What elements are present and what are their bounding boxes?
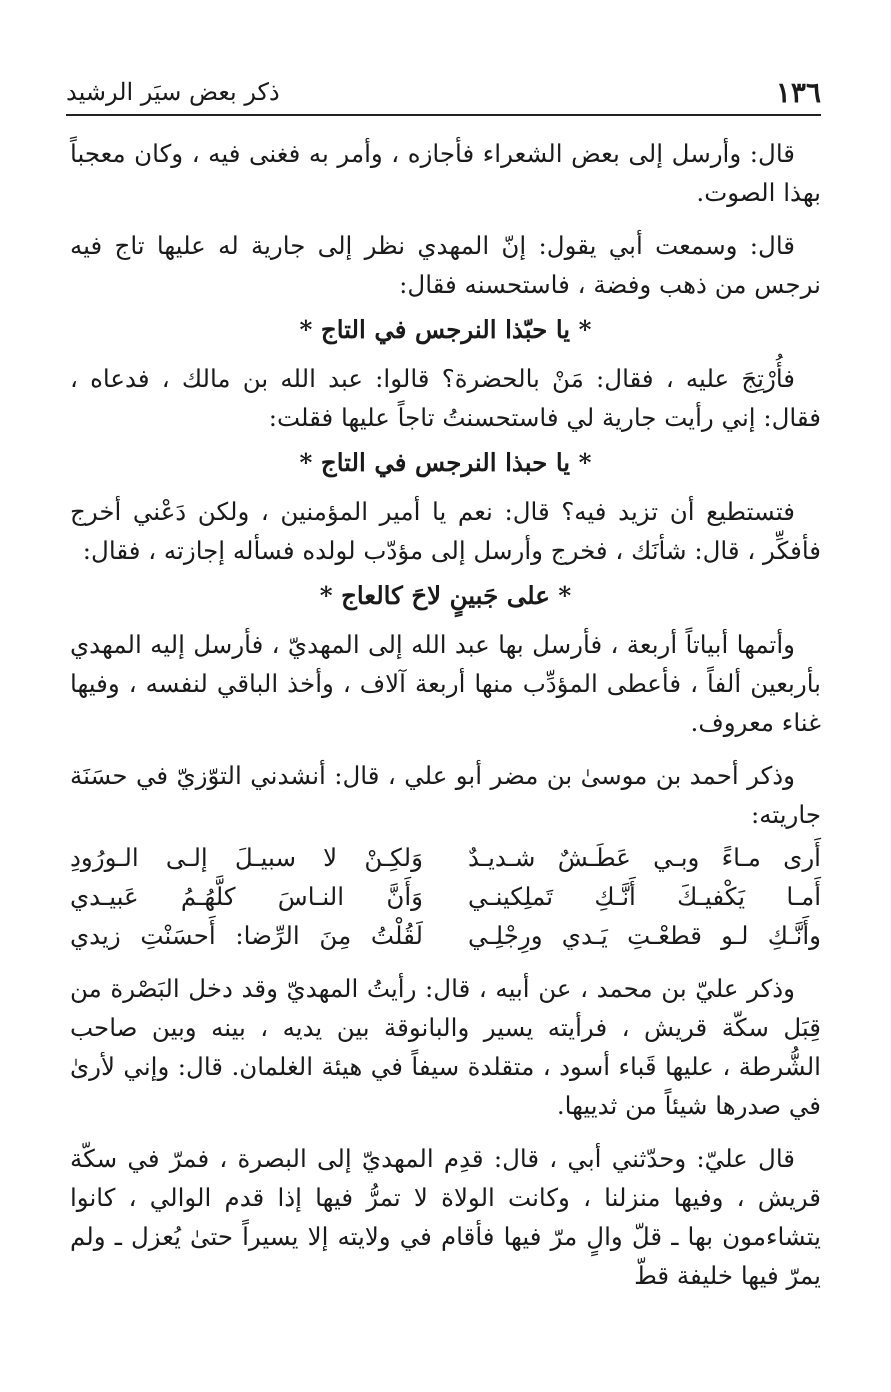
paragraph: قال: وأرسل إلى بعض الشعراء فأجازه ، وأمر به فغنى فيه ، وكان معجباً بهذا الصوت. bbox=[70, 139, 821, 207]
paragraph: وذكر أحمد بن موسىٰ بن مضر أبو علي ، قال: أنشدني التوّزيّ في حسَنَة جاريته: bbox=[70, 761, 821, 829]
poem bbox=[70, 838, 821, 955]
verse-line: * يا حبّذا النرجس في التاج * bbox=[299, 315, 592, 344]
poem-line bbox=[70, 838, 821, 877]
paragraph: وذكر عليّ بن محمد ، عن أبيه ، قال: رأيتُ المهديّ وقد دخل البَصْرة من قِبَل سكّة قريش ، فرأيته يسير والبانوقة بين يديه ، بينه وبين صاحب الشُّرطة ، عليها قَباء أسود ، متقلدة سيفاً في هيئة الغلمان. قال: وإني لأرىٰ في صدرها شيئاً من ثدييها. bbox=[70, 974, 821, 1120]
poem-hemistich-first: أَمـا يَكْفيـكَ أَنَّـكِ تَملِكينـي bbox=[468, 882, 821, 911]
page-header bbox=[66, 70, 821, 116]
paragraph: فتستطيع أن تزيد فيه؟ قال: نعم يا أمير المؤمنين ، ولكن دَعْني أخرج فأفكِّر ، قال: شأنَك ، فخرج وأرسل إلى مؤدّب لولده فسأله إجازته ، فقال: bbox=[70, 497, 821, 565]
poem-hemistich-second: وَأَنَّ النـاسَ كلَّهُـمُ عَبيـدي bbox=[70, 882, 423, 911]
poem-hemistich-second: لَقُلْتُ مِنَ الرِّضا: أَحسَنْتِ زيدي bbox=[70, 921, 423, 950]
poem-hemistich-first: أَرى مـاءً وبـي عَطَـشٌ شـديـدٌ bbox=[468, 843, 821, 872]
paragraph: قال عليّ: وحدّثني أبي ، قال: قدِم المهديّ إلى البصرة ، فمرّ في سكّة قريش ، وفيها منزلنا ، وكانت الولاة لا تمرُّ فيها إذا قدم الوالي ، كانوا يتشاءمون بها ـ قلّ والٍ مرّ فيها فأقام في ولايته إلا يسيراً حتىٰ يُعزل ـ ولم يمرّ فيها خليفة قطّ bbox=[70, 1144, 821, 1290]
paragraph: فأُرْتِجَ عليه ، فقال: مَنْ بالحضرة؟ قالوا: عبد الله بن مالك ، فدعاه ، فقال: إني رأيت جارية لي فاستحسنتُ تاجاً عليها فقلت: bbox=[70, 364, 821, 432]
verse-line: * على جَبينٍ لاحَ كالعاج * bbox=[319, 581, 572, 610]
paragraph: وأتمها أبياتاً أربعة ، فأرسل بها عبد الله إلى المهديّ ، فأرسل إليه المهدي بأربعين ألفاً ، فأعطى المؤدِّب منها أربعة آلاف ، وأخذ الباقي لنفسه ، وفيها غناء معروف. bbox=[70, 630, 821, 737]
poem-hemistich-second: وَلكِـنْ لا سبيـلَ إلـى الـورُودِ bbox=[70, 843, 423, 872]
paragraph: قال: وسمعت أبي يقول: إنّ المهدي نظر إلى جارية له عليها تاج فيه نرجس من ذهب وفضة ، فاستحسنه فقال: bbox=[70, 231, 821, 299]
poem-line bbox=[70, 877, 821, 916]
poem-line bbox=[70, 916, 821, 955]
verse-line: * يا حبذا النرجس في التاج * bbox=[299, 448, 592, 477]
page-body bbox=[70, 134, 821, 1309]
page-number: ١٣٦ bbox=[775, 75, 821, 109]
poem-hemistich-first: وأَنَّـكِ لـو قطعْـتِ يَـدي ورِجْلِـي bbox=[468, 921, 821, 950]
running-title: ذكر بعض سيَر الرشيد bbox=[66, 78, 280, 106]
